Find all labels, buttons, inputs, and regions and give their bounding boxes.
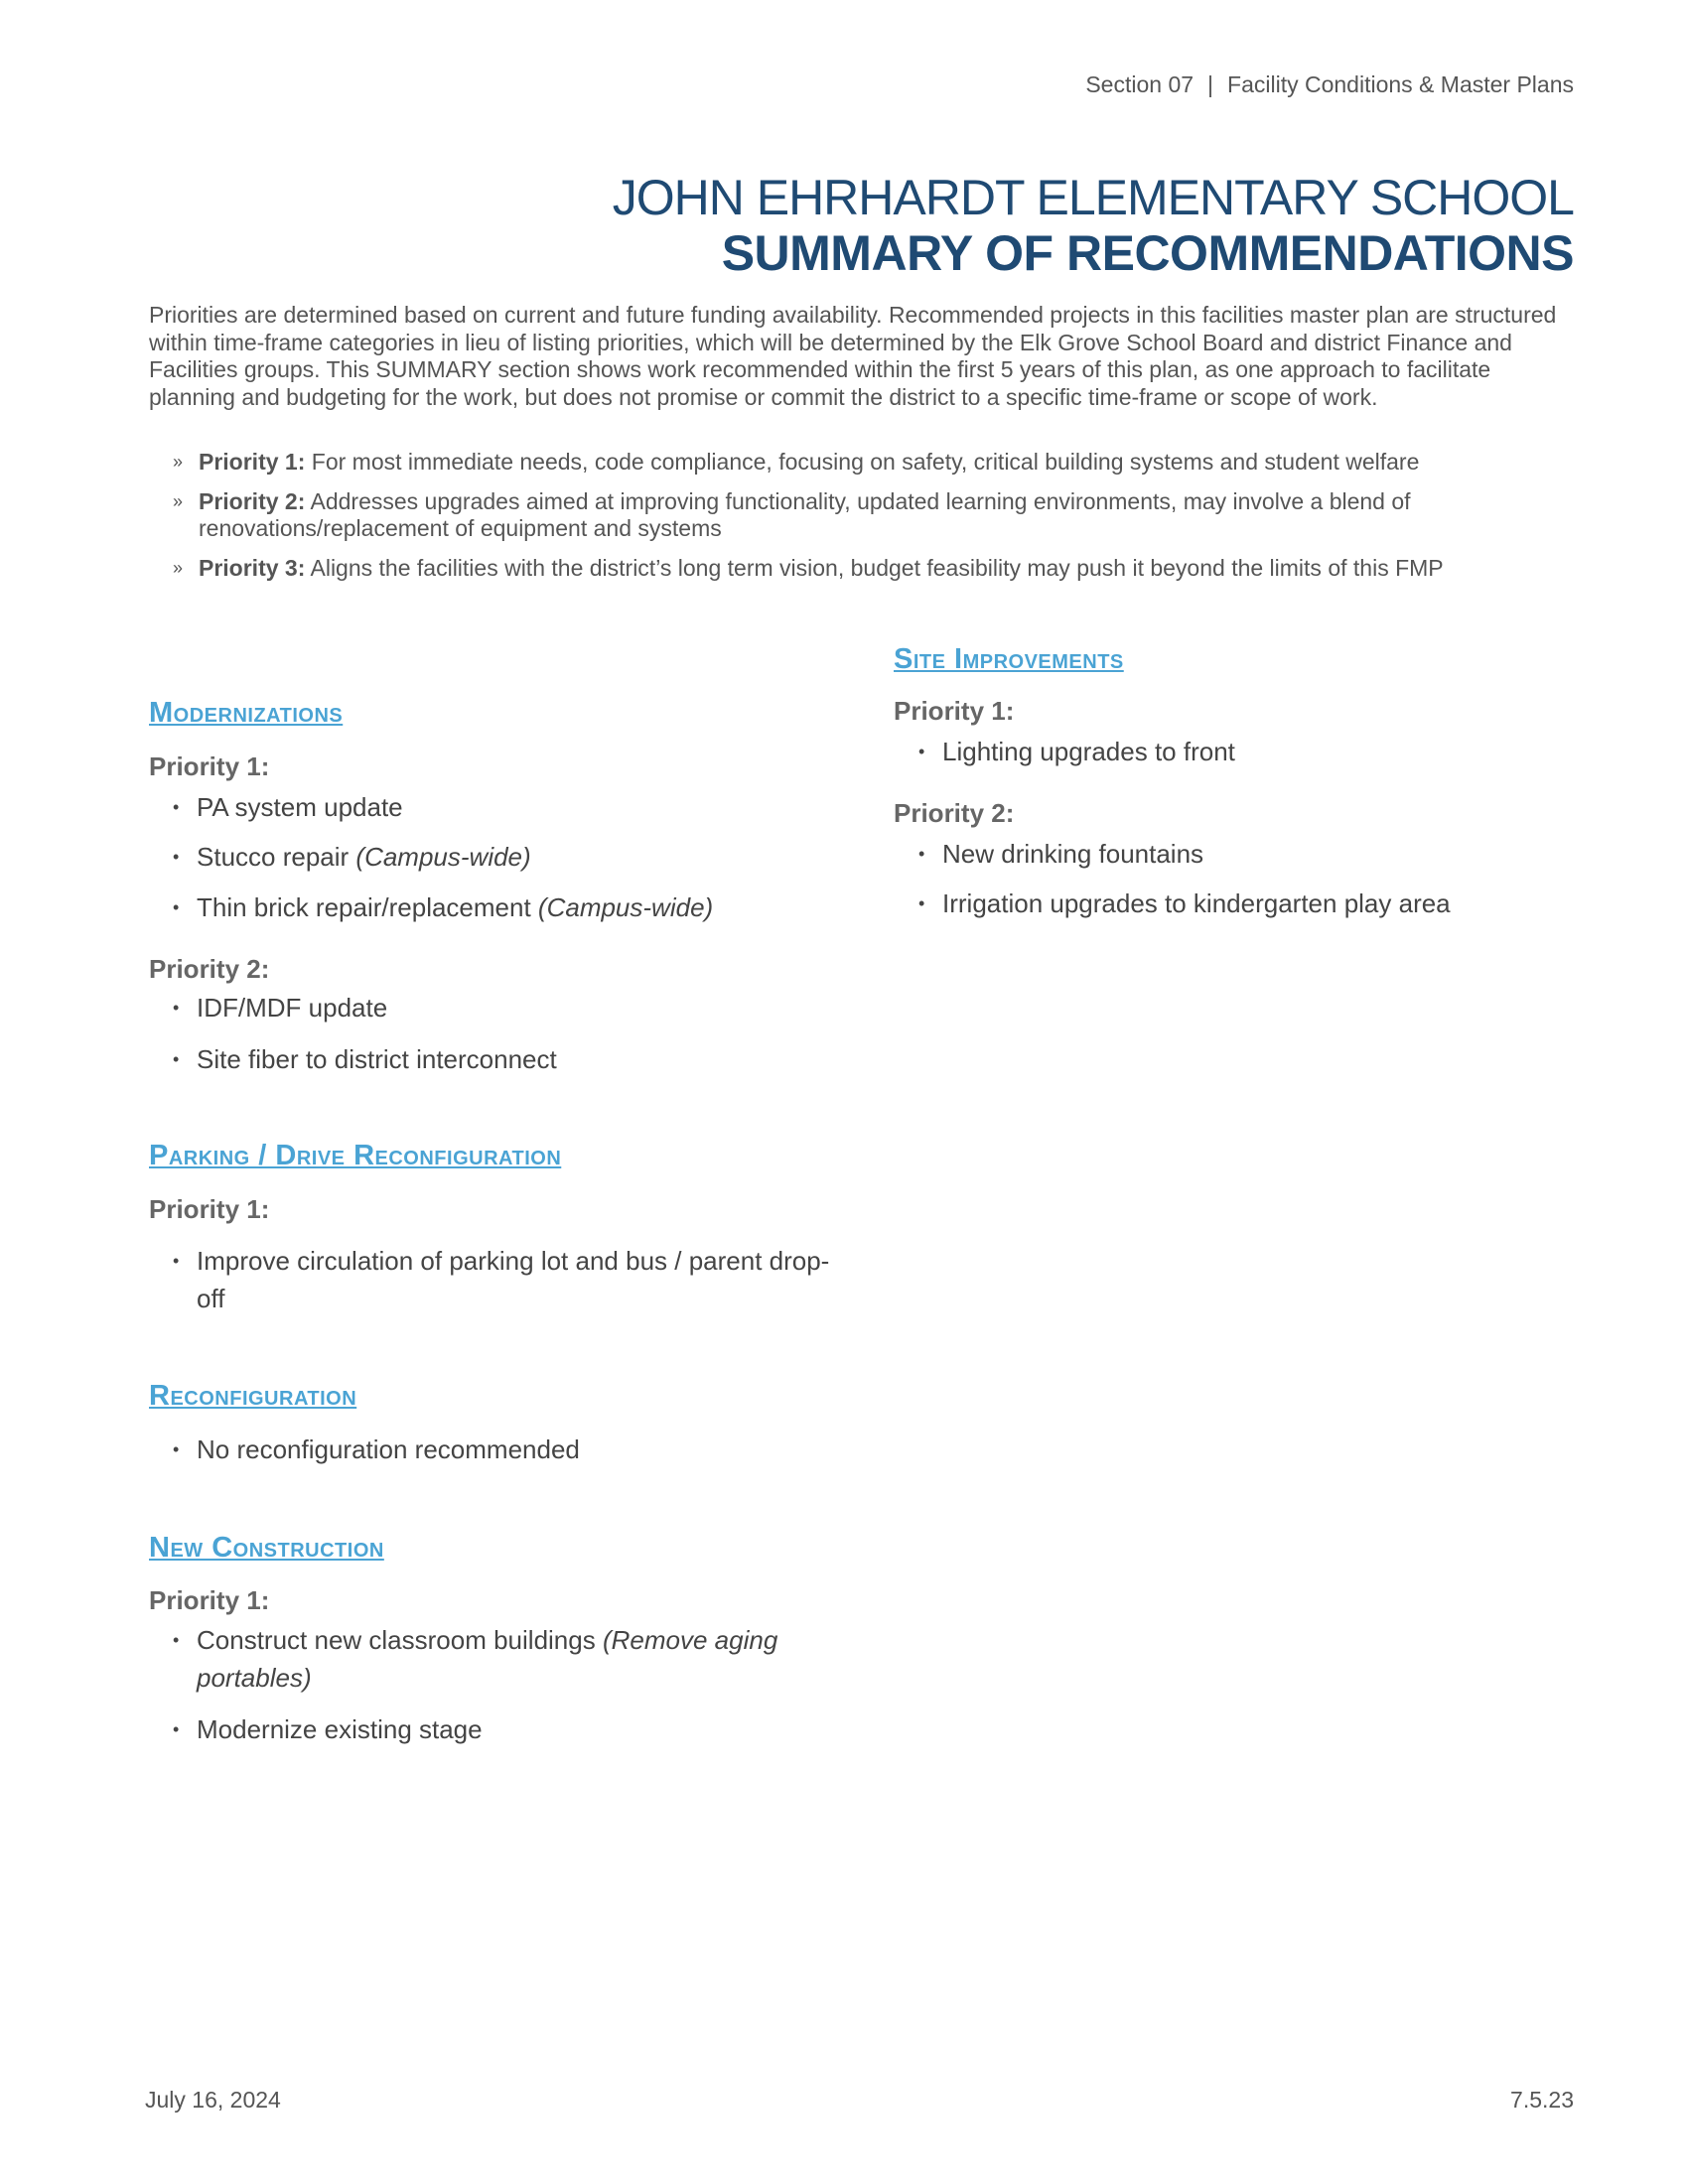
- priority-text: Addresses upgrades aimed at improving functionality, updated learning environments, may involve a blend of renovations/replacement of equipment and systems: [199, 488, 1411, 541]
- bullet-icon: •: [918, 742, 925, 761]
- item-text: Site fiber to district interconnect: [197, 1044, 557, 1074]
- priority-text: For most immediate needs, code compliance, focusing on safety, critical building systems and student welfare: [311, 449, 1420, 475]
- intro-paragraph: Priorities are determined based on current and future funding availability. Recommended projects in this facilities master plan are structured within time-frame categories in lieu of listing priorities, which will be determined by the Elk Grove School Board and district Finance and Facilities groups. This SUMMARY section shows work recommended within the first 5 years of this plan, as one approach to facilitate planning and budgeting for the work, but does not promise or commit the district to a specific time-frame or scope of work.: [149, 302, 1557, 410]
- page-number: 7.5.23: [1510, 2087, 1574, 2113]
- item-note: (Campus-wide): [355, 842, 531, 872]
- list-item: [173, 1621, 832, 1697]
- priority-label: Priority 2:: [894, 798, 1015, 828]
- priority-definition: [149, 488, 1579, 542]
- list-item: [173, 838, 832, 876]
- item-text: Improve circulation of parking lot and bus / parent drop-off: [197, 1246, 830, 1313]
- priority-definition: [149, 449, 1579, 476]
- item-text: Irrigation upgrades to kindergarten play area: [942, 888, 1451, 918]
- bullet-icon: •: [173, 1251, 180, 1271]
- list-item: [918, 733, 1578, 770]
- item-text: Construct new classroom buildings: [197, 1625, 603, 1655]
- item-note: (Remove aging portables): [197, 1625, 778, 1693]
- section-title: Facility Conditions & Master Plans: [1227, 71, 1574, 97]
- section-number: Section 07: [1085, 71, 1195, 97]
- item-text: Stucco repair: [197, 842, 356, 872]
- priority-label: Priority 1:: [149, 751, 270, 781]
- list-item: [173, 1040, 832, 1078]
- chevron-icon: »: [173, 558, 184, 578]
- bullet-icon: •: [173, 1630, 180, 1650]
- list-item: [173, 888, 832, 926]
- priority-label: Priority 2:: [199, 488, 306, 514]
- priority-definition: [149, 555, 1579, 582]
- item-text: Modernize existing stage: [197, 1714, 483, 1744]
- list-item: [918, 835, 1578, 873]
- bullet-icon: •: [173, 847, 180, 867]
- item-text: No reconfiguration recommended: [197, 1434, 580, 1464]
- priority-label: Priority 1:: [149, 1194, 270, 1224]
- bullet-icon: •: [173, 1049, 180, 1069]
- page-title: SUMMARY OF RECOMMENDATIONS: [721, 225, 1574, 281]
- list-item: [173, 1431, 832, 1468]
- bullet-icon: •: [173, 998, 180, 1018]
- header-separator: |: [1207, 71, 1214, 97]
- chevron-icon: »: [173, 491, 184, 511]
- bullet-icon: •: [173, 1719, 180, 1739]
- parking-heading: Parking / Drive Reconfiguration: [149, 1140, 562, 1171]
- bullet-icon: •: [173, 797, 180, 817]
- new-construction-heading: New Construction: [149, 1532, 384, 1564]
- bullet-icon: •: [173, 897, 180, 917]
- footer-date: July 16, 2024: [145, 2087, 281, 2113]
- priority-label: Priority 1:: [894, 696, 1015, 726]
- chevron-icon: »: [173, 452, 184, 472]
- list-item: [173, 788, 832, 826]
- priority-label: Priority 1:: [199, 449, 306, 475]
- bullet-icon: •: [918, 844, 925, 864]
- priority-label: Priority 1:: [149, 1585, 270, 1615]
- priority-text: Aligns the facilities with the district’s long term vision, budget feasibility may push it beyond the limits of this FMP: [310, 555, 1444, 581]
- priority-label: Priority 2:: [149, 954, 270, 984]
- reconfiguration-heading: Reconfiguration: [149, 1380, 357, 1412]
- item-text: Thin brick repair/replacement: [197, 892, 538, 922]
- item-text: Lighting upgrades to front: [942, 737, 1235, 766]
- bullet-icon: •: [173, 1439, 180, 1459]
- item-text: New drinking fountains: [942, 839, 1204, 869]
- priority-definitions: [149, 449, 1579, 595]
- site-improvements-heading: Site Improvements: [894, 643, 1124, 675]
- list-item: [173, 989, 832, 1026]
- item-note: (Campus-wide): [537, 892, 714, 922]
- school-name: JOHN EHRHARDT ELEMENTARY SCHOOL: [612, 170, 1574, 225]
- modernizations-heading: Modernizations: [149, 697, 344, 729]
- running-header: [1085, 71, 1574, 98]
- list-item: [173, 1710, 832, 1748]
- bullet-icon: •: [918, 893, 925, 913]
- item-text: IDF/MDF update: [197, 993, 388, 1023]
- item-text: PA system update: [197, 792, 403, 822]
- list-item: [918, 885, 1578, 922]
- priority-label: Priority 3:: [199, 555, 306, 581]
- list-item: [173, 1242, 832, 1317]
